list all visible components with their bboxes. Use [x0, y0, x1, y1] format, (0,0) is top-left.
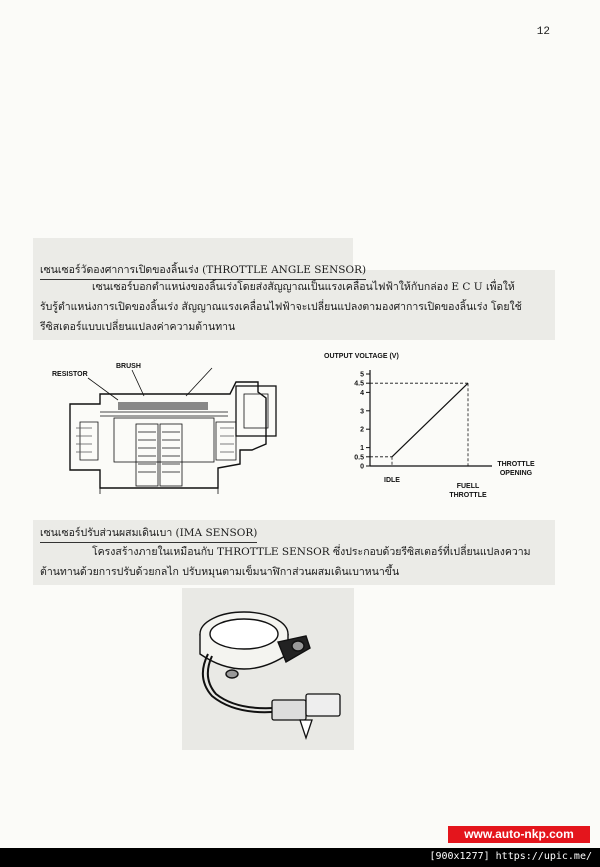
chart-y-tick-label: 2: [360, 426, 364, 434]
chart-y-tick-label: 4: [360, 389, 364, 397]
chart-x-label-full-throttle: THROTTLE: [449, 492, 487, 499]
ima-sensor-photo: [182, 588, 354, 750]
chart-y-tick-label: 4.5: [354, 380, 364, 388]
throttle-sensor-cross-section: [40, 352, 305, 502]
chart-x-axis-label: THROTTLE: [497, 461, 535, 468]
footer-image-info: [900x1277] https://upic.me/: [429, 851, 592, 862]
paragraph-line: รีซิสเตอร์แบบเปลี่ยนแปลงค่าความต้านทาน: [40, 321, 236, 333]
paragraph-throttle-sensor: [40, 277, 550, 337]
chart-y-tick-label: 1: [360, 445, 364, 453]
paragraph-line: เซนเซอร์บอกตำแหน่งของลิ้นเร่งโดยส่งสัญญาณเป็นแรงเคลื่อนไฟฟ้าให้กับกล่อง E C U เพื่อให้: [92, 281, 515, 293]
label-brush: BRUSH: [116, 363, 141, 370]
paragraph-line: โครงสร้างภายในเหมือนกับ THROTTLE SENSOR ซึ่งประกอบด้วยรีซิสเตอร์ที่เปลี่ยนแปลงความ: [92, 546, 531, 558]
page-number: 12: [536, 26, 550, 38]
section-title-ima-sensor: เซนเซอร์ปรับส่วนผสมเดินเบา (IMA SENSOR): [40, 524, 257, 543]
chart-series-line: [392, 383, 468, 457]
paragraph-ima-sensor: [40, 542, 550, 582]
chart-y-tick-label: 0: [360, 463, 364, 471]
chart-x-label-idle: IDLE: [384, 477, 400, 484]
chart-x-label-full-throttle: FUELL: [456, 483, 480, 490]
watermark-link[interactable]: www.auto-nkp.com: [448, 826, 590, 843]
section-title-throttle-angle-sensor: เซนเซอร์วัดองศาการเปิดของลิ้นเร่ง (THROTTLE ANGLE SENSOR): [40, 261, 366, 280]
chart-y-axis-label: OUTPUT VOLTAGE (V): [324, 353, 399, 360]
paragraph-line: ต้านทานด้วยการปรับด้วยกลไก ปรับหมุนตามเข็มนาฬิกาส่วนผสมเดินเบาหนาขึ้น: [40, 566, 400, 578]
chart-y-tick-label: 3: [360, 408, 364, 416]
chart-y-tick-label: 0.5: [354, 454, 364, 462]
label-resistor: RESISTOR: [52, 371, 88, 378]
output-voltage-chart: [320, 344, 550, 504]
paragraph-line: รับรู้ตำแหน่งการเปิดของลิ้นเร่ง สัญญาณแรงเคลื่อนไฟฟ้าจะเปลี่ยนแปลงตามองศาการเปิดของลิ้นเร่ง โดยใช้: [40, 301, 522, 313]
chart-x-axis-label: OPENING: [499, 470, 533, 477]
chart-y-tick-label: 5: [360, 371, 364, 379]
